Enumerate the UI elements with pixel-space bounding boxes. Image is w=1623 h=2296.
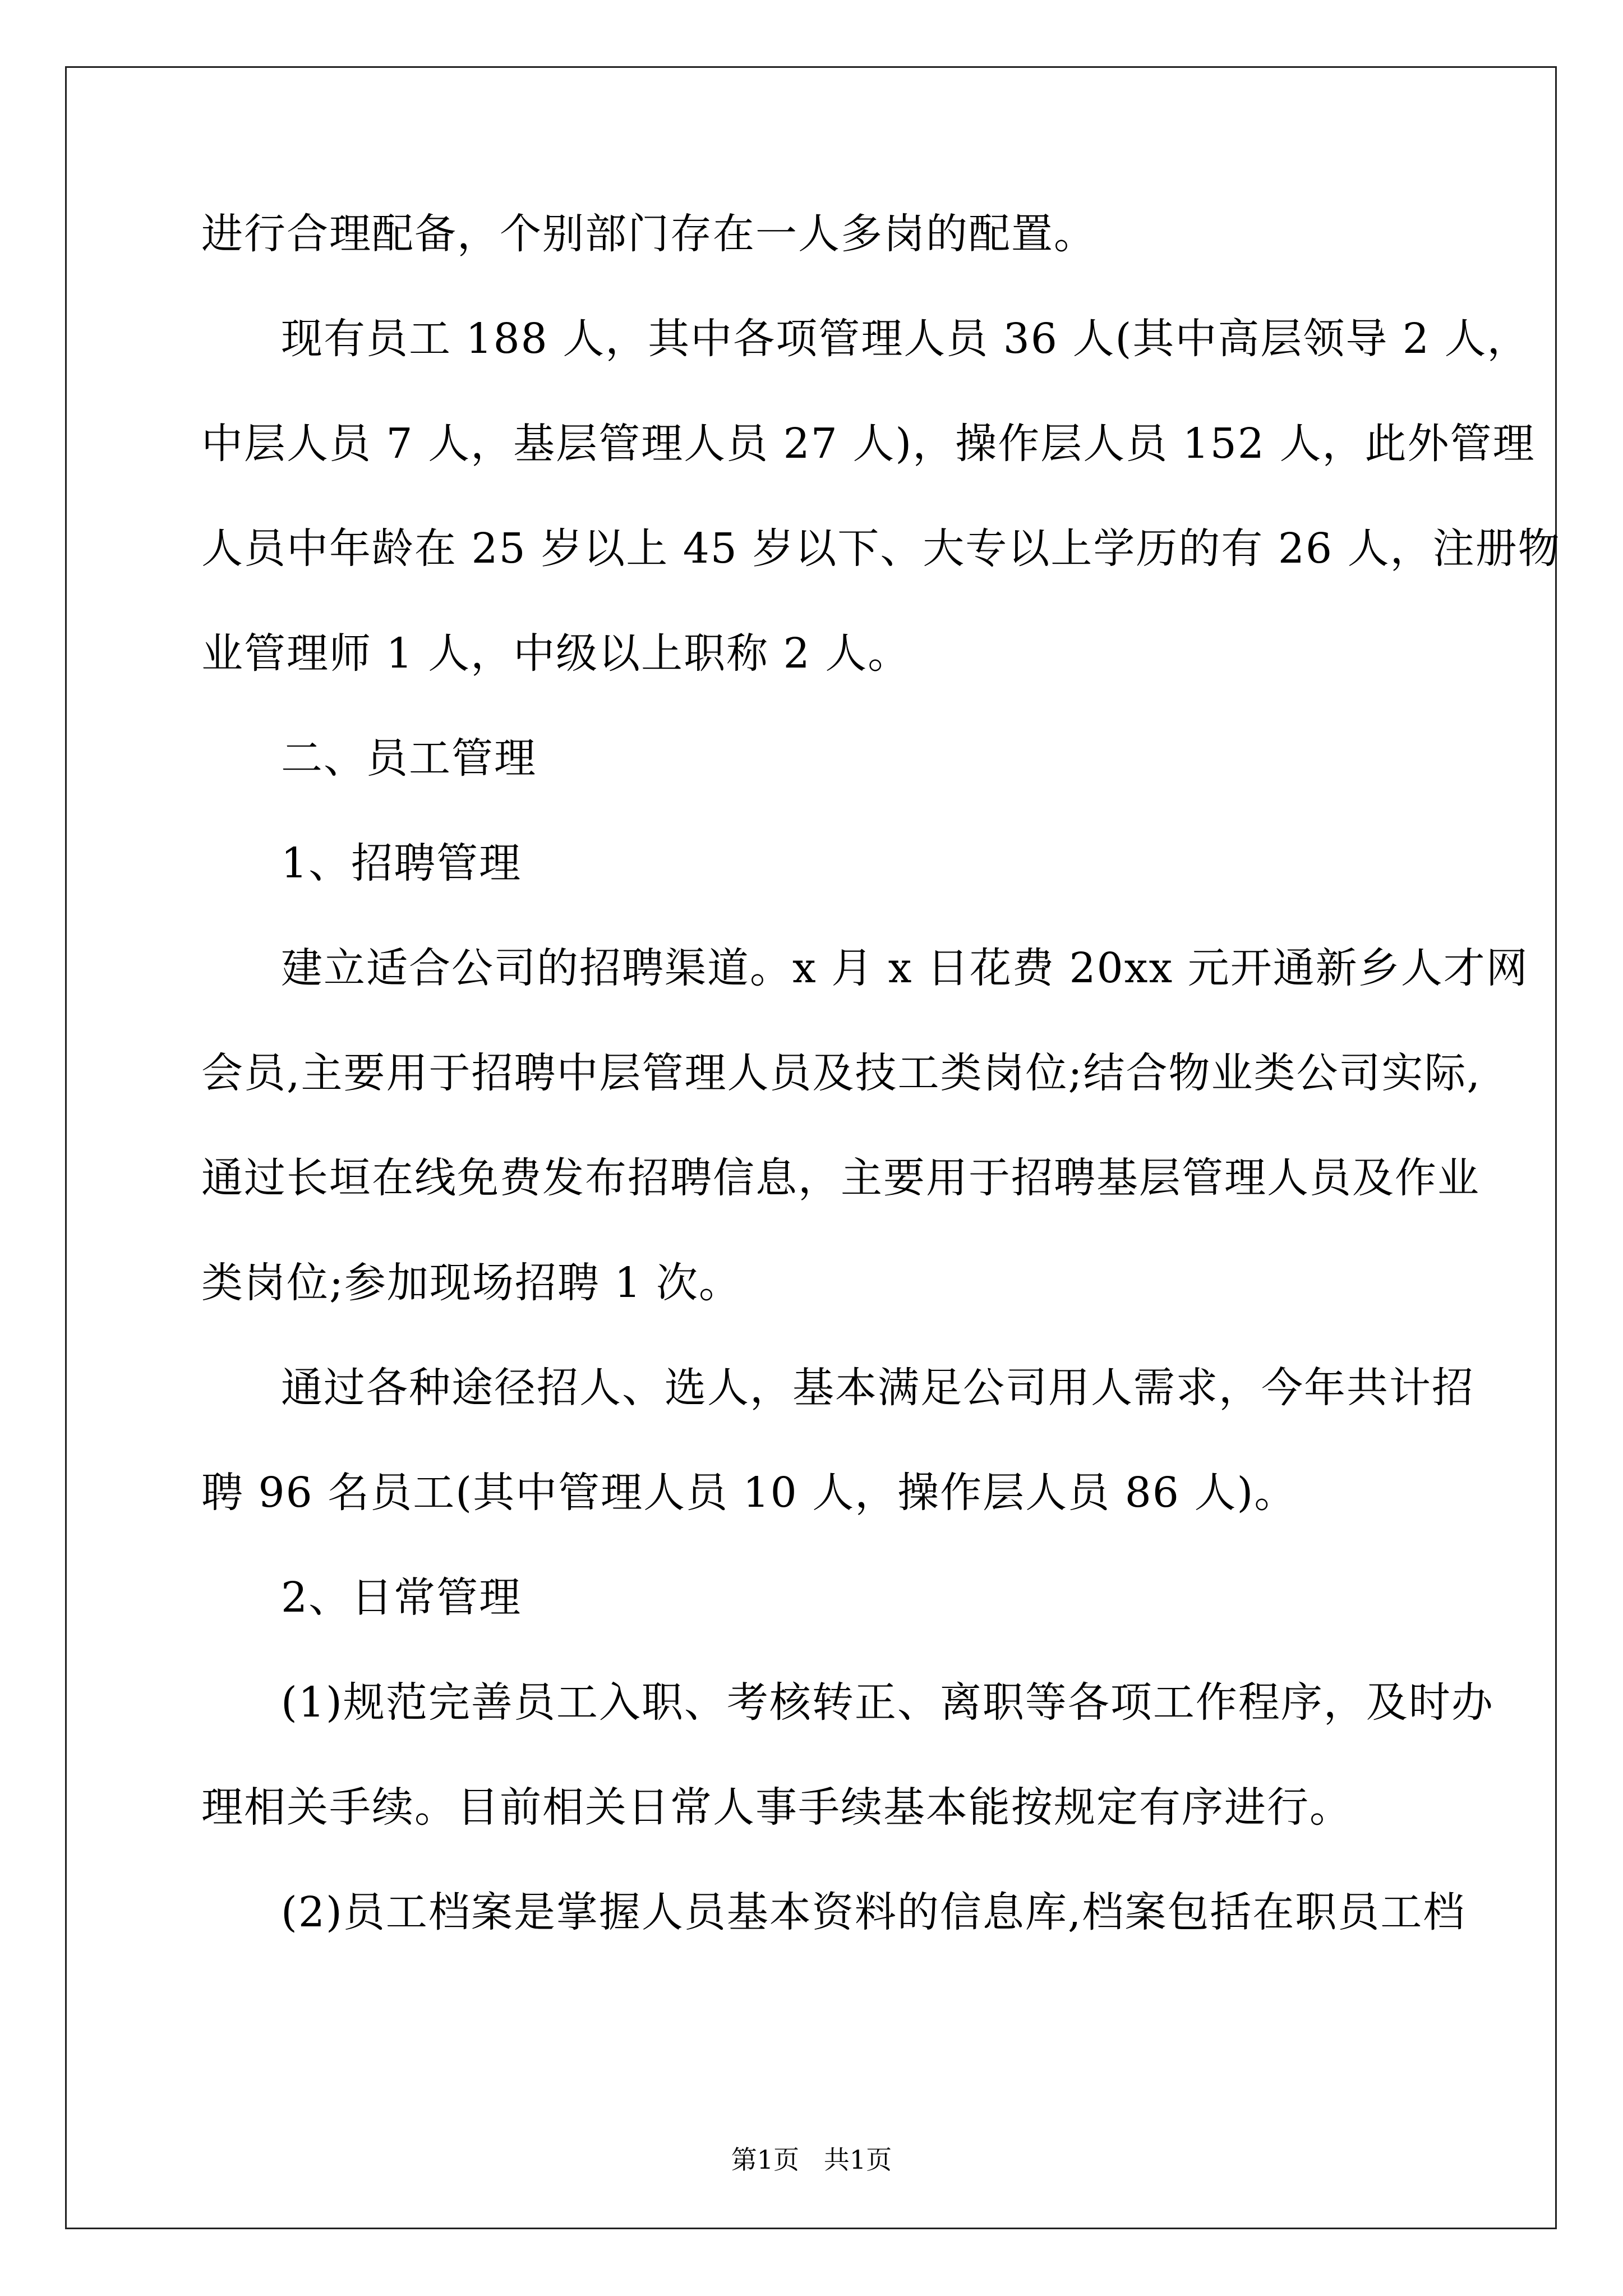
paragraph-line: 现有员工 188 人，其中各项管理人员 36 人(其中高层领导 2 人， xyxy=(281,315,1530,363)
paragraph-line: (1)规范完善员工入职、考核转正、离职等各项工作程序，及时办 xyxy=(281,1678,1494,1727)
paragraph-line: 人员中年龄在 25 岁以上 45 岁以下、大专以上学历的有 26 人，注册物 xyxy=(201,524,1561,573)
paragraph-line: 通过各种途径招人、选人，基本满足公司用人需求，今年共计招 xyxy=(281,1364,1474,1412)
paragraph-line: 业管理师 1 人，中级以上职称 2 人。 xyxy=(201,629,911,678)
paragraph-line: 理相关手续。目前相关日常人事手续基本能按规定有序进行。 xyxy=(201,1783,1352,1832)
subsection-heading: 1、招聘管理 xyxy=(281,839,522,887)
paragraph-line: 聘 96 名员工(其中管理人员 10 人，操作层人员 86 人)。 xyxy=(201,1469,1297,1517)
paragraph-line: 中层人员 7 人，基层管理人员 27 人)，操作层人员 152 人，此外管理 xyxy=(201,420,1536,468)
subsection-heading: 2、日常管理 xyxy=(281,1573,522,1622)
paragraph-line: (2)员工档案是掌握人员基本资料的信息库,档案包括在职员工档 xyxy=(281,1888,1466,1936)
paragraph-line: 进行合理配备，个别部门存在一人多岗的配置。 xyxy=(201,210,1096,258)
section-heading: 二、员工管理 xyxy=(281,734,537,783)
page-footer: 第1页 共1页 xyxy=(731,2145,892,2175)
paragraph-line: 建立适合公司的招聘渠道。x 月 x 日花费 20xx 元开通新乡人才网 xyxy=(281,944,1529,992)
paragraph-line: 会员,主要用于招聘中层管理人员及技工类岗位;结合物业类公司实际, xyxy=(201,1049,1481,1097)
paragraph-line: 类岗位;参加现场招聘 1 次。 xyxy=(201,1259,742,1307)
paragraph-line: 通过长垣在线免费发布招聘信息，主要用于招聘基层管理人员及作业 xyxy=(201,1154,1480,1202)
